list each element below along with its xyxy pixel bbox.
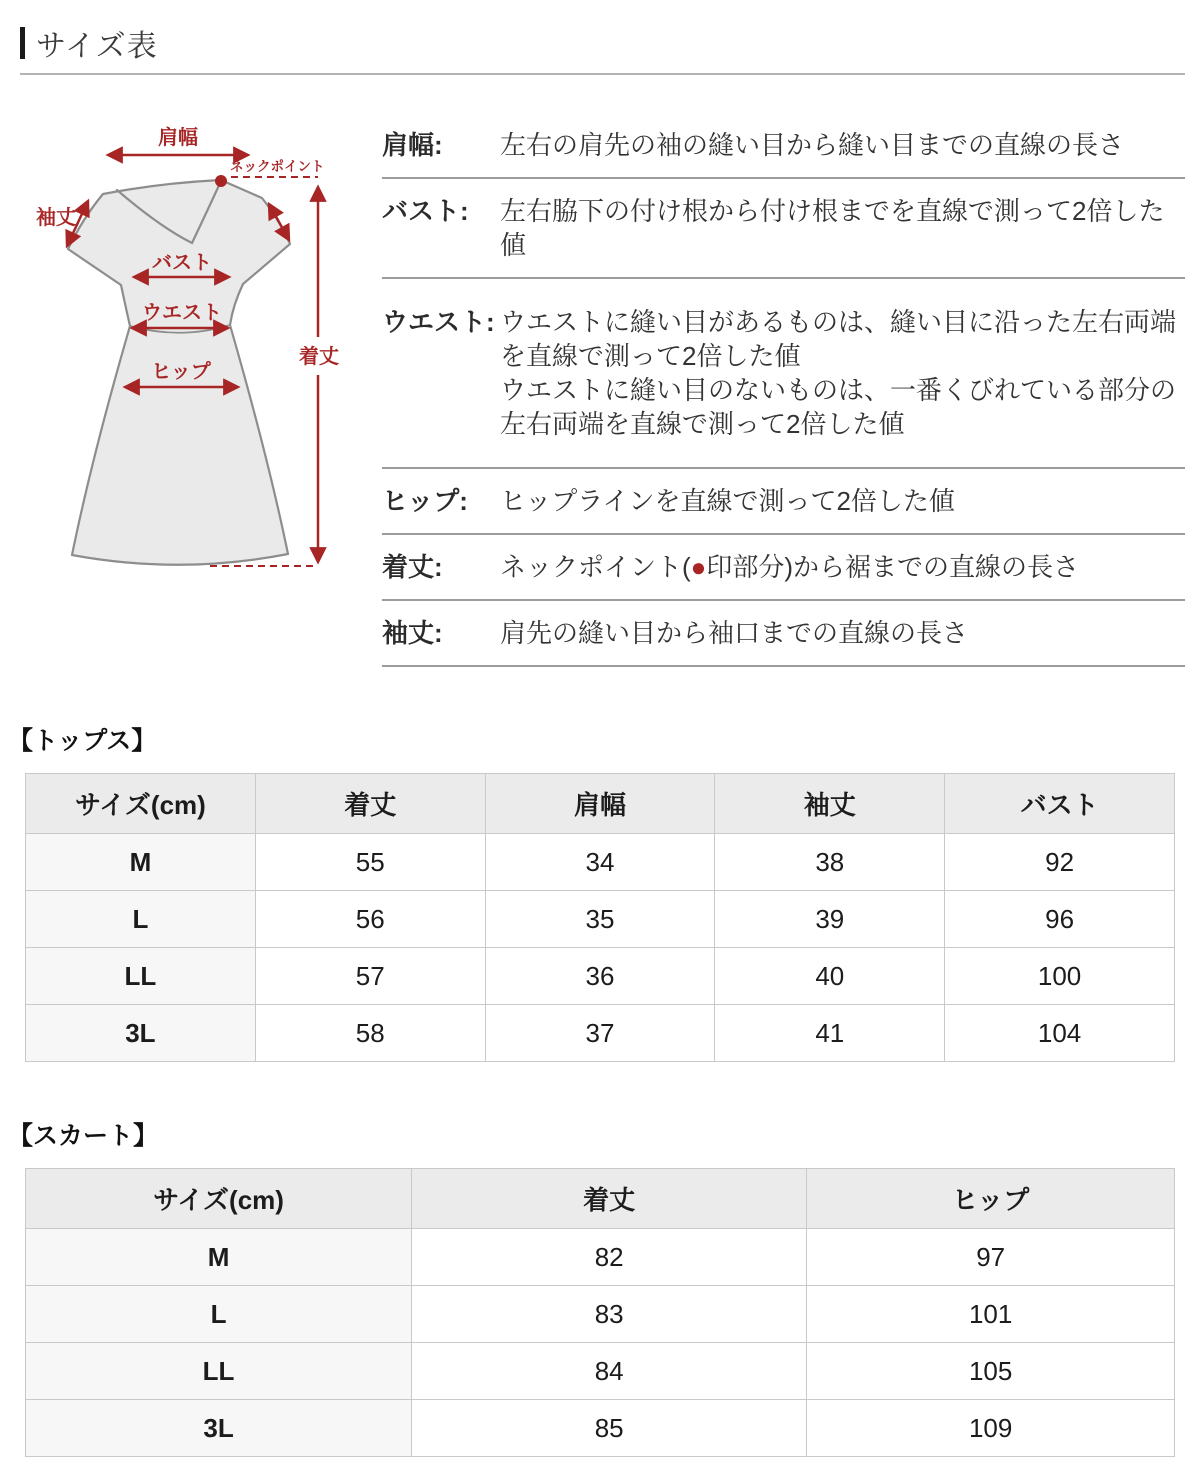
value-cell: 100 [945,948,1175,1005]
value-cell: 58 [255,1005,485,1062]
value-cell: 34 [485,834,715,891]
value-cell: 84 [412,1343,807,1400]
definition-row-shoulder [382,113,1185,179]
waist-label: ウエスト [142,302,222,324]
definition-description: 肩先の縫い目から袖口までの直線の長さ [500,618,969,648]
neck-point-dot-glyph: ● [690,552,707,582]
definition-description [500,305,1185,441]
value-cell: 109 [807,1400,1175,1457]
definition-row-sleeve [382,601,1185,667]
size-cell: M [26,1229,412,1286]
column-header-length: 着丈 [412,1169,807,1229]
size-cell: LL [26,948,256,1005]
value-cell: 38 [715,834,945,891]
title-row [20,26,1185,63]
skirt-section-title: 【スカート】 [8,1122,159,1150]
tops-section-title: 【トップス】 [8,727,157,755]
dress-diagram-svg [0,97,382,597]
hip-label: ヒップ [151,361,211,383]
page-header [0,0,1200,75]
shoulder-width-label: 肩幅 [158,127,198,149]
table-row [26,891,1175,948]
measurement-guide [0,75,1200,667]
value-cell: 83 [412,1286,807,1343]
definition-term: 着丈: [382,552,443,582]
value-cell: 96 [945,891,1175,948]
definition-term: ウエスト: [382,307,495,337]
table-row [26,1229,1175,1286]
definition-row-waist [382,279,1185,469]
definition-term: バスト: [382,196,469,226]
size-cell: LL [26,1343,412,1400]
value-cell: 57 [255,948,485,1005]
definition-row-hip [382,469,1185,535]
value-cell: 36 [485,948,715,1005]
definition-term: 袖丈: [382,618,443,648]
tops-header-row [26,774,1175,834]
definition-term: ヒップ: [382,486,468,516]
tops-size-table [25,773,1175,1062]
value-cell: 82 [412,1229,807,1286]
value-cell: 97 [807,1229,1175,1286]
column-header-shoulder: 肩幅 [485,774,715,834]
size-cell: 3L [26,1005,256,1062]
definition-list [382,113,1185,667]
size-cell: L [26,1286,412,1343]
column-header-bust: バスト [945,774,1175,834]
table-row [26,1343,1175,1400]
value-cell: 37 [485,1005,715,1062]
table-row [26,1286,1175,1343]
definition-row-bust [382,179,1185,279]
column-header-sleeve: 袖丈 [715,774,945,834]
value-cell: 35 [485,891,715,948]
waist-description-seam: ウエストに縫い目があるものは、縫い目に沿った左右両端を直線で測って2倍した値 [500,307,1177,371]
value-cell: 41 [715,1005,945,1062]
dress-diagram [0,75,382,667]
value-cell: 105 [807,1343,1175,1400]
value-cell: 101 [807,1286,1175,1343]
value-cell: 55 [255,834,485,891]
column-header-size: サイズ(cm) [26,774,256,834]
size-cell: 3L [26,1400,412,1457]
waist-description-no-seam: ウエストに縫い目のないものは、一番くびれている部分の左右両端を直線で測って2倍した値 [500,375,1177,439]
definition-term: 肩幅: [382,130,443,160]
value-cell: 39 [715,891,945,948]
table-row [26,1400,1175,1457]
table-row [26,834,1175,891]
length-description-part2: 印部分)から裾までの直線の長さ [706,552,1080,582]
value-cell: 85 [412,1400,807,1457]
neck-point-dot [215,175,227,187]
skirt-header-row [26,1169,1175,1229]
value-cell: 40 [715,948,945,1005]
table-row [26,1005,1175,1062]
value-cell: 104 [945,1005,1175,1062]
column-header-size: サイズ(cm) [26,1169,412,1229]
value-cell: 92 [945,834,1175,891]
length-description-part1: ネックポイント( [500,552,691,582]
page-title: サイズ表 [36,30,158,63]
column-header-hip: ヒップ [807,1169,1175,1229]
skirt-size-table [25,1168,1175,1457]
definition-description: ヒップラインを直線で測って2倍した値 [500,486,955,516]
size-cell: L [26,891,256,948]
definition-description: 左右脇下の付け根から付け根までを直線で測って2倍した値 [500,196,1165,260]
table-row [26,948,1175,1005]
garment-length-label: 着丈 [299,346,339,368]
definition-description: 左右の肩先の袖の縫い目から縫い目までの直線の長さ [500,130,1125,160]
definition-row-length [382,535,1185,601]
sleeve-length-label: 袖丈 [36,207,76,229]
value-cell: 56 [255,891,485,948]
title-accent-bar [20,27,25,59]
definition-description [500,550,1185,584]
size-cell: M [26,834,256,891]
bust-label: バスト [152,252,212,274]
column-header-length: 着丈 [255,774,485,834]
neck-point-label: ネックポイント [230,159,325,174]
